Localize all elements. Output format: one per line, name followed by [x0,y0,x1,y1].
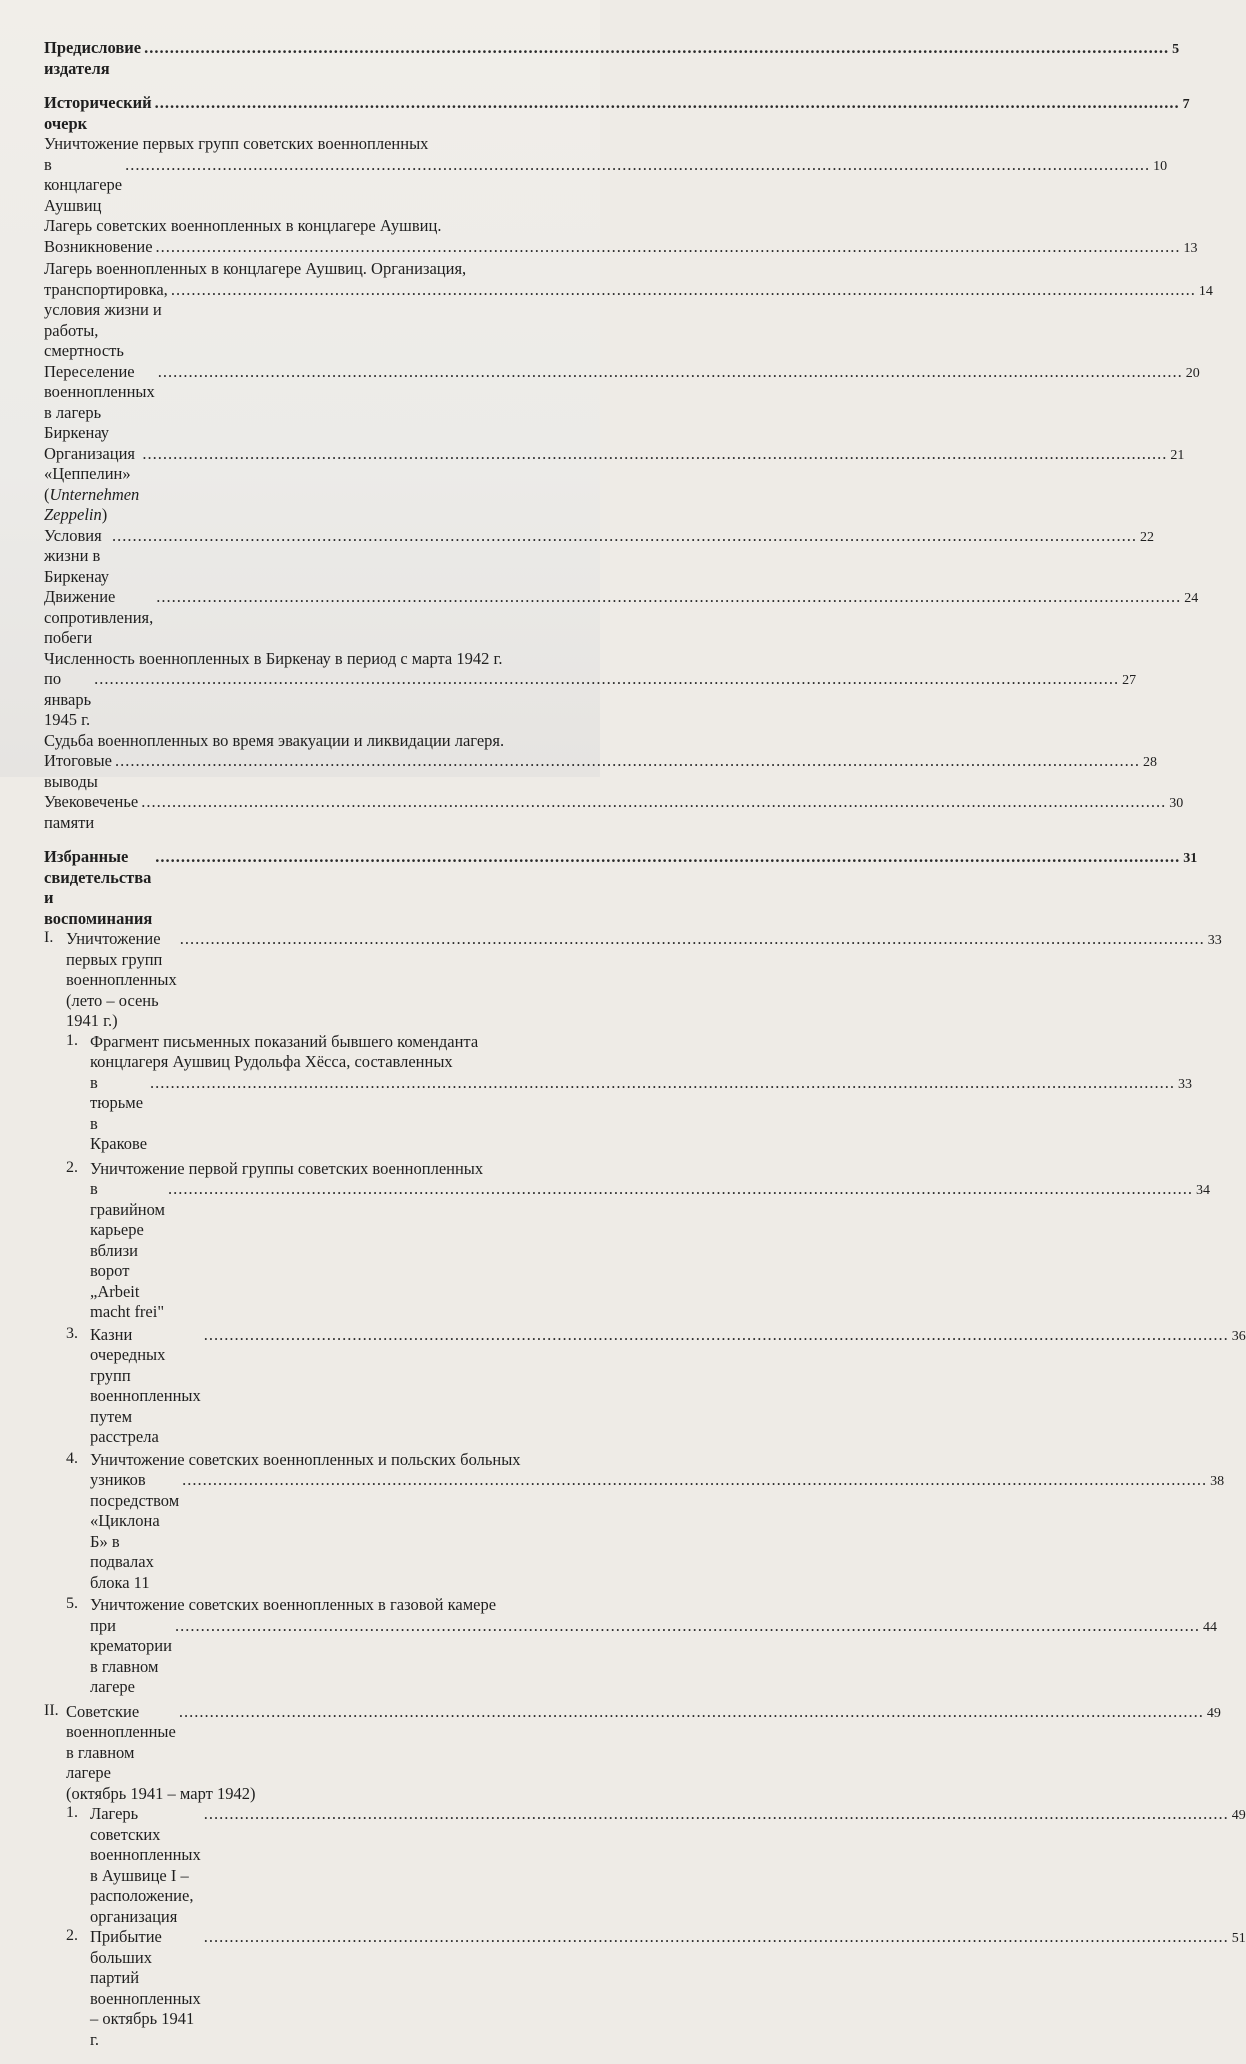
toc-page-number: 51 [1231,1931,1246,1946]
toc-entry-line: организация [90,1906,178,1926]
toc-entry-title: Лагерь советских военнопленных в Аушвице I – расположение, [90,1804,201,1905]
toc-page-number: 33 [1207,933,1222,948]
leader-dots [115,751,1140,772]
toc-entry-line: Уничтожение первых групп советских военнопленных [44,134,429,153]
zeppelin-title-text: Организация «Цеппелин» (Unternehmen Zeppelin) [44,443,140,524]
toc-page-number: 36 [1231,1328,1246,1344]
toc-page-number: 44 [1202,1619,1217,1635]
toc-entry [90,1804,1246,1907]
toc-page-number: 30 [1169,796,1184,811]
toc-section-historical [44,93,1213,833]
toc-entry [44,279,1213,362]
toc-entry-title: Условия жизни в Биркенау [44,525,110,586]
toc-entry-line: Уничтожение первой группы советских военнопленных [90,1158,484,1178]
toc-subitem [44,1927,1246,2050]
leader-dots [144,38,1169,59]
italic-text: Unternehmen Zeppelin [44,484,140,524]
leader-dots [204,1804,1229,1825]
leader-dots [125,155,1150,176]
toc-entry [44,792,1184,833]
toc-entry-line: Лагерь советских военнопленных в концлагере Аушвиц. [44,216,442,235]
toc-entry [90,1073,1192,1155]
toc-subitem [44,1804,1246,1927]
toc-entry-title: транспортировка, условия жизни и работы, смертность [44,279,168,360]
toc-entry-title: по январь 1945 г. [44,669,92,729]
toc-entry [44,443,1185,526]
leader-dots [150,1073,1175,1094]
toc-page-number: 31 [1183,851,1198,866]
toc-entry-title: Прибытие больших партий военнопленных – октябрь 1941 г. [90,1927,201,2049]
toc-entry [44,587,1199,649]
toc-page-number: 13 [1183,240,1198,256]
leader-dots [112,526,1137,547]
part-number: I. [44,929,54,946]
toc-section-testimonies [44,847,1246,2050]
toc-page-number: 38 [1210,1474,1225,1489]
toc-entry-line: концлагеря Аушвиц Рудольфа Хёсса, составленных [90,1052,453,1071]
toc-entry [66,929,1222,1032]
leader-dots [155,93,1180,114]
toc-page-number: 49 [1231,1808,1246,1823]
leader-dots [168,1179,1193,1200]
toc-section-preface [44,38,1180,79]
toc-entry-line: Уничтожение советских военнопленных в газовой камере [90,1595,497,1614]
toc-entry-title: в концлагере Аушвиц [44,154,123,215]
leader-dots [171,280,1196,301]
toc-page-number: 34 [1196,1183,1210,1198]
toc-page-number: 22 [1140,529,1155,545]
leader-dots [94,669,1119,690]
toc-heading-title: Избранные свидетельства и воспоминания [44,847,153,928]
toc-entry-title: Возникновение [44,236,153,256]
toc-entry-line: Фрагмент письменных показаний бывшего коменданта [90,1031,479,1051]
leader-dots [156,237,1181,258]
toc-entry-title: Переселение военнопленных в лагерь Биркенау [44,361,155,442]
item-number: 5. [66,1595,78,1612]
leader-dots [180,929,1205,950]
toc-entry [66,1702,1221,1784]
toc-page-number: 5 [1172,42,1180,57]
toc-entry [44,361,1200,444]
toc-entry [90,1325,1246,1448]
toc-page-number: 27 [1122,673,1137,688]
toc-entry-title: при крематории в главном лагере [90,1615,172,1696]
item-number: 2. [66,1158,78,1176]
toc-page-number: 14 [1198,283,1213,299]
item-number: 4. [66,1449,78,1467]
toc-subitem [44,1324,1246,1448]
toc-entry [44,751,1157,792]
toc-entry [90,1470,1224,1593]
toc-page-number: 7 [1182,97,1190,112]
table-of-contents [44,38,1246,2064]
toc-entry-line: Уничтожение советских военнопленных и польских больных [90,1449,521,1469]
leader-dots [182,1470,1207,1491]
leader-dots [158,362,1183,383]
toc-entry [44,525,1155,588]
leader-dots [156,587,1181,608]
toc-entry-line: Численность военнопленных в Биркенау в период с марта 1942 г. [44,648,503,668]
item-number: 1. [66,1031,78,1049]
toc-entry-preface [44,38,1180,79]
part-number: II. [44,1701,59,1719]
leader-dots [155,847,1180,868]
toc-entry-title: Казни очередных групп военнопленных путем расстрела [90,1324,201,1446]
item-number: 1. [66,1804,78,1821]
toc-entry [90,1616,1217,1698]
item-number: 3. [66,1324,78,1342]
toc-entry-title-zeppelin [44,444,139,526]
toc-entry [44,236,1198,260]
toc-heading-historical [44,93,1190,134]
toc-entry [44,154,1168,217]
leader-dots [179,1702,1204,1723]
toc-subitem [44,1031,1193,1155]
toc-entry-title: Движение сопротивления, побеги [44,587,154,647]
toc-entry-title: Увековеченье памяти [44,792,139,832]
toc-part-1 [44,929,1222,1032]
toc-entry-title: Предисловие издателя [44,38,142,78]
toc-entry-line: Лагерь военнопленных в концлагере Аушвиц. Организация, [44,259,467,278]
toc-entry-title: в тюрьме в Кракове [90,1072,148,1153]
toc-page-number: 28 [1142,755,1157,770]
item-number: 2. [66,1927,78,1944]
toc-entry [90,1179,1210,1323]
toc-page-number: 49 [1206,1705,1221,1721]
leader-dots [142,444,1167,465]
toc-page-number: 21 [1170,447,1185,463]
toc-heading-testimonies [44,847,1198,929]
toc-heading-title: Исторический очерк [44,93,152,133]
toc-page-number: 24 [1184,591,1199,606]
toc-subitem [44,1449,1225,1594]
leader-dots [204,1325,1229,1346]
leader-dots [204,1927,1229,1948]
toc-entry-title: Итоговые выводы [44,751,112,791]
toc-entry-title: в гравийном карьере вблизи ворот „Arbeit macht frei" [90,1179,165,1321]
toc-subitem [44,1595,1217,1698]
toc-entry-title: Советские военнопленные в главном лагере [66,1701,176,1782]
toc-entry [90,1927,1246,2050]
toc-entry [44,669,1137,731]
toc-page-number: 10 [1153,158,1168,174]
toc-part-2 [44,1701,1221,1805]
toc-subitem [44,1158,1210,1323]
leader-dots [175,1616,1200,1637]
toc-page-number: 33 [1178,1076,1193,1092]
leader-dots [141,792,1166,813]
toc-page-number: 20 [1185,365,1200,381]
toc-entry-line: Судьба военнопленных во время эвакуации и ликвидации лагеря. [44,730,505,750]
toc-entry-line: (октябрь 1941 – март 1942) [66,1783,256,1803]
toc-entry-title: Уничтожение первых групп военнопленных (лето – осень 1941 г.) [66,929,177,1030]
toc-entry-title: узников посредством «Циклона Б» в подвалах блока 11 [90,1470,180,1592]
